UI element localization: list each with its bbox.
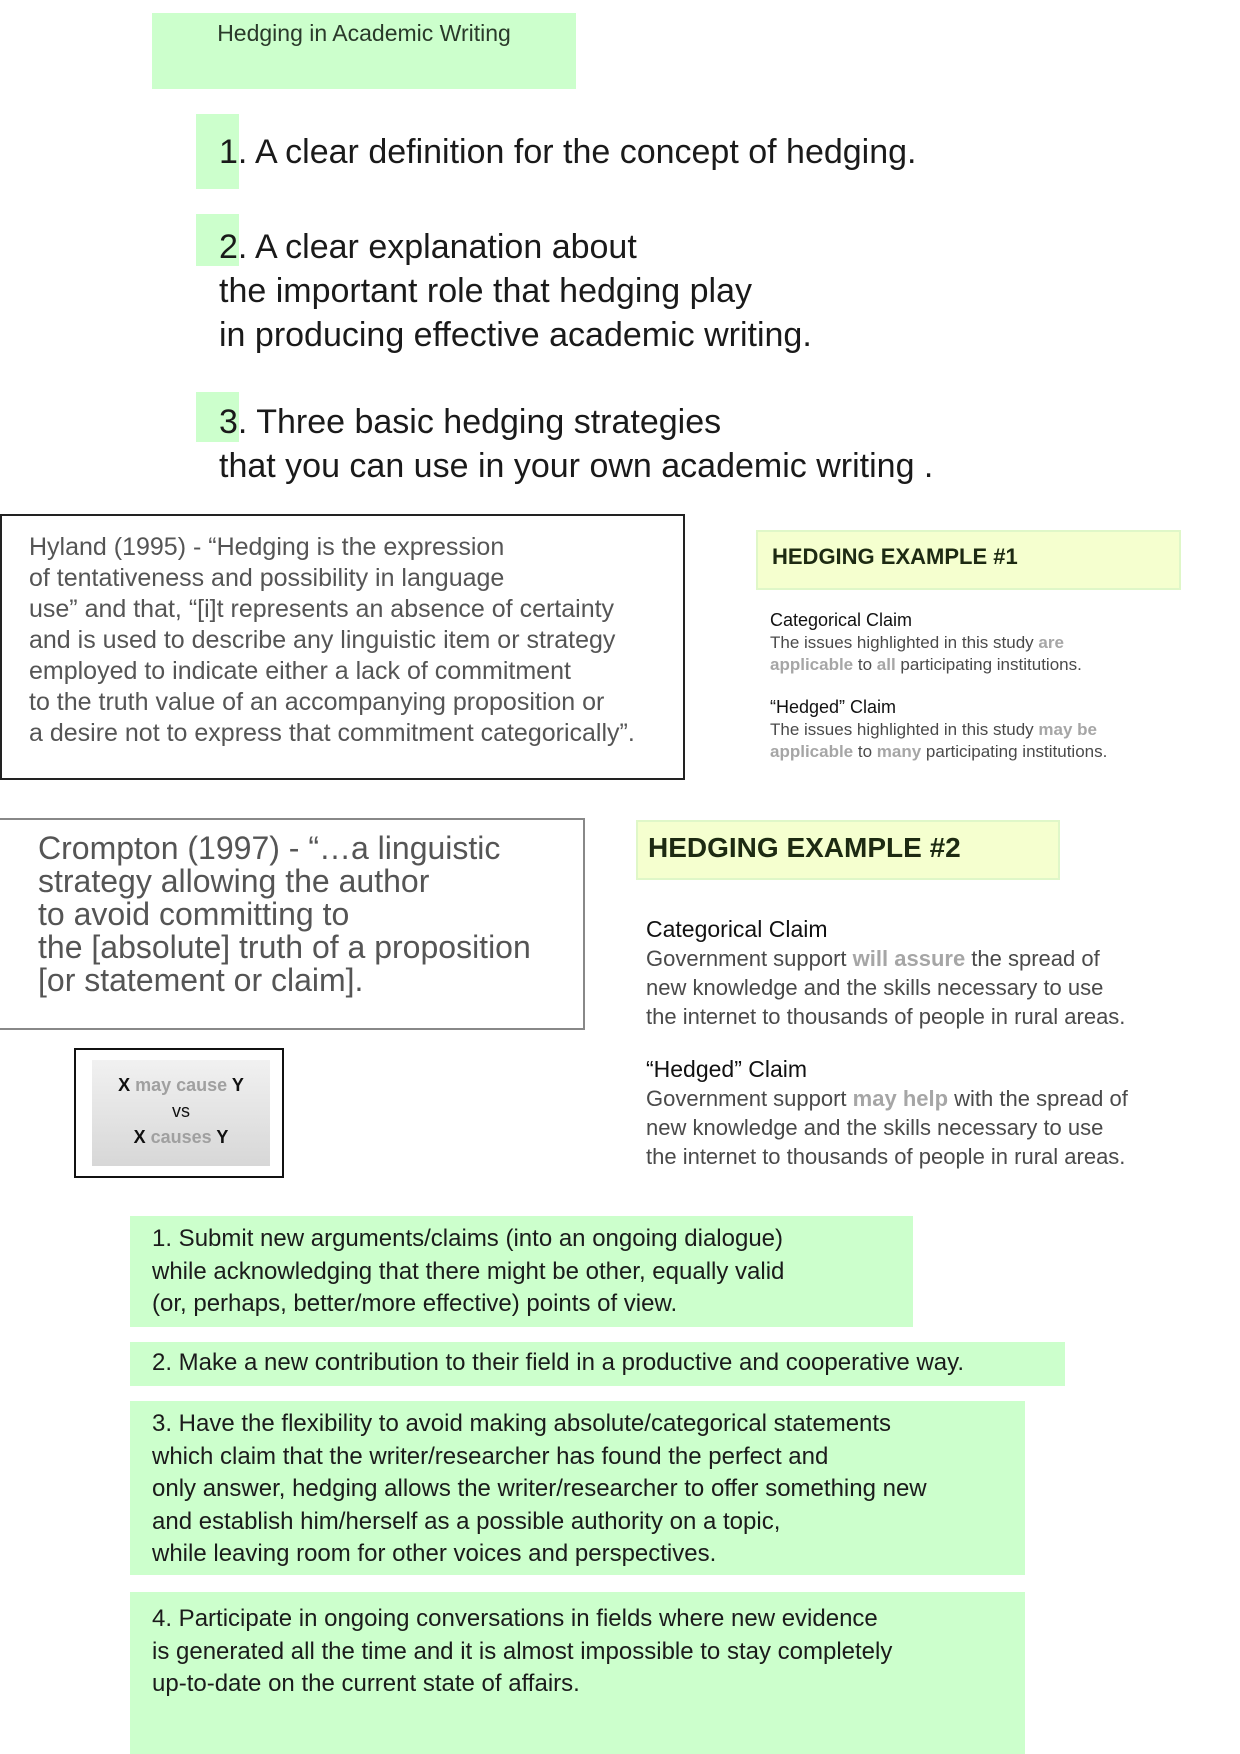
- quote-line: strategy allowing the author: [38, 863, 430, 899]
- hedge-word: may be: [1038, 720, 1097, 739]
- quote-line: a desire not to express that commitment categorically”.: [29, 719, 635, 747]
- hedge-word: many: [876, 742, 922, 761]
- objective-2: [219, 225, 812, 357]
- reason-1: [130, 1216, 913, 1327]
- objective-3-line-1: . Three basic hedging strategies: [237, 403, 722, 441]
- reason-line: is generated all the time and it is almost impossible to stay completely: [152, 1637, 893, 1665]
- claim-text: with the spread of: [948, 1086, 1128, 1111]
- reason-line: (or, perhaps, better/more effective) points of view.: [152, 1290, 678, 1317]
- hedge-word: may help: [852, 1086, 949, 1111]
- quote-line: to avoid committing to: [38, 896, 350, 932]
- variable-x: X: [118, 1075, 131, 1095]
- quote-line: and is used to describe any linguistic item or strategy: [29, 626, 616, 654]
- variable-y: Y: [231, 1075, 244, 1095]
- reason-line: and establish him/herself as a possible authority on a topic,: [152, 1507, 781, 1535]
- objective-1-text: . A clear definition for the concept of hedging.: [237, 133, 917, 171]
- hedge-word: all: [876, 655, 896, 674]
- claim-text: new knowledge and the skills necessary to use: [646, 1115, 1104, 1140]
- objective-1-number: 1: [219, 133, 238, 171]
- reason-line: up-to-date on the current state of affairs.: [152, 1670, 580, 1697]
- example-2-hedged-label: “Hedged” Claim: [646, 1056, 808, 1082]
- example-1-heading: HEDGING EXAMPLE #1: [756, 530, 1181, 590]
- reason-line: 1. Submit new arguments/claims (into an ongoing dialogue): [152, 1225, 784, 1252]
- hedge-word: will assure: [852, 946, 966, 971]
- objective-2-line-2: the important role that hedging play: [219, 272, 753, 310]
- quote-line: of tentativeness and possibility in language: [29, 564, 505, 592]
- example-1-categorical-claim: [770, 632, 1210, 676]
- reason-2: [130, 1342, 1065, 1386]
- hedge-word: may cause: [130, 1075, 232, 1095]
- page-title: Hedging in Academic Writing: [217, 20, 511, 46]
- claim-text: the internet to thousands of people in rural areas.: [646, 1004, 1126, 1029]
- reason-line: only answer, hedging allows the writer/researcher to offer something new: [152, 1475, 927, 1502]
- objective-2-number: 2: [219, 228, 238, 266]
- claim-text: Government support: [646, 1086, 853, 1111]
- claim-text: the internet to thousands of people in rural areas.: [646, 1144, 1126, 1169]
- objective-3-line-2: that you can use in your own academic writing .: [219, 447, 934, 485]
- versus-label: vs: [172, 1101, 190, 1121]
- reason-line: which claim that the writer/researcher has found the perfect and: [152, 1442, 829, 1470]
- reason-line: while acknowledging that there might be other, equally valid: [152, 1257, 785, 1285]
- claim-text: The issues highlighted in this study: [770, 720, 1039, 739]
- example-1-hedged-claim: [770, 719, 1210, 763]
- reason-line: 3. Have the flexibility to avoid making absolute/categorical statements: [152, 1410, 892, 1437]
- claim-text: participating institutions.: [895, 655, 1082, 674]
- quote-line: Hyland (1995) - “Hedging is the expression: [29, 533, 505, 561]
- reason-line: 2. Make a new contribution to their field in a productive and cooperative way.: [152, 1349, 965, 1376]
- example-1-categorical-label: Categorical Claim: [770, 610, 913, 630]
- claim-text: the spread of: [965, 946, 1100, 971]
- quote-line: [or statement or claim].: [38, 962, 364, 998]
- hedge-word: causes: [145, 1127, 217, 1147]
- example-2-categorical-label: Categorical Claim: [646, 916, 828, 942]
- claim-text: Government support: [646, 946, 853, 971]
- objective-1: [219, 130, 917, 174]
- claim-text: The issues highlighted in this study: [770, 633, 1039, 652]
- reason-line: while leaving room for other voices and perspectives.: [152, 1540, 717, 1567]
- quote-line: Crompton (1997) - “…a linguistic: [38, 830, 501, 866]
- reason-3: [130, 1401, 1025, 1575]
- hedge-word: are: [1038, 633, 1064, 652]
- causation-example: [92, 1060, 270, 1166]
- hyland-quote: [29, 532, 635, 749]
- objective-2-line-1: . A clear explanation about: [237, 228, 637, 266]
- example-1-hedged-label: “Hedged” Claim: [770, 697, 897, 717]
- crompton-quote: [38, 832, 531, 997]
- claim-text: new knowledge and the skills necessary to use: [646, 975, 1104, 1000]
- example-2-heading: HEDGING EXAMPLE #2: [636, 820, 1060, 880]
- objective-2-line-3: in producing effective academic writing.: [219, 316, 812, 354]
- example-2-categorical-claim: [646, 944, 1206, 1031]
- quote-line: use” and that, “[i]t represents an absence of certainty: [29, 595, 615, 623]
- variable-x: X: [133, 1127, 146, 1147]
- quote-line: to the truth value of an accompanying proposition or: [29, 688, 605, 716]
- reason-4: [130, 1592, 1025, 1754]
- reason-line: 4. Participate in ongoing conversations in fields where new evidence: [152, 1605, 878, 1632]
- example-2-claims: [646, 914, 1206, 1171]
- example-2-hedged-claim: [646, 1084, 1206, 1171]
- claim-text: to: [853, 742, 877, 761]
- variable-y: Y: [216, 1127, 229, 1147]
- claim-text: participating institutions.: [921, 742, 1108, 761]
- hedge-word: applicable: [770, 655, 854, 674]
- objective-3: [219, 400, 933, 488]
- quote-line: the [absolute] truth of a proposition: [38, 929, 531, 965]
- hedge-word: applicable: [770, 742, 854, 761]
- example-1-claims: [770, 609, 1210, 763]
- objective-3-number: 3: [219, 403, 238, 441]
- claim-text: to: [853, 655, 877, 674]
- quote-line: employed to indicate either a lack of commitment: [29, 657, 571, 685]
